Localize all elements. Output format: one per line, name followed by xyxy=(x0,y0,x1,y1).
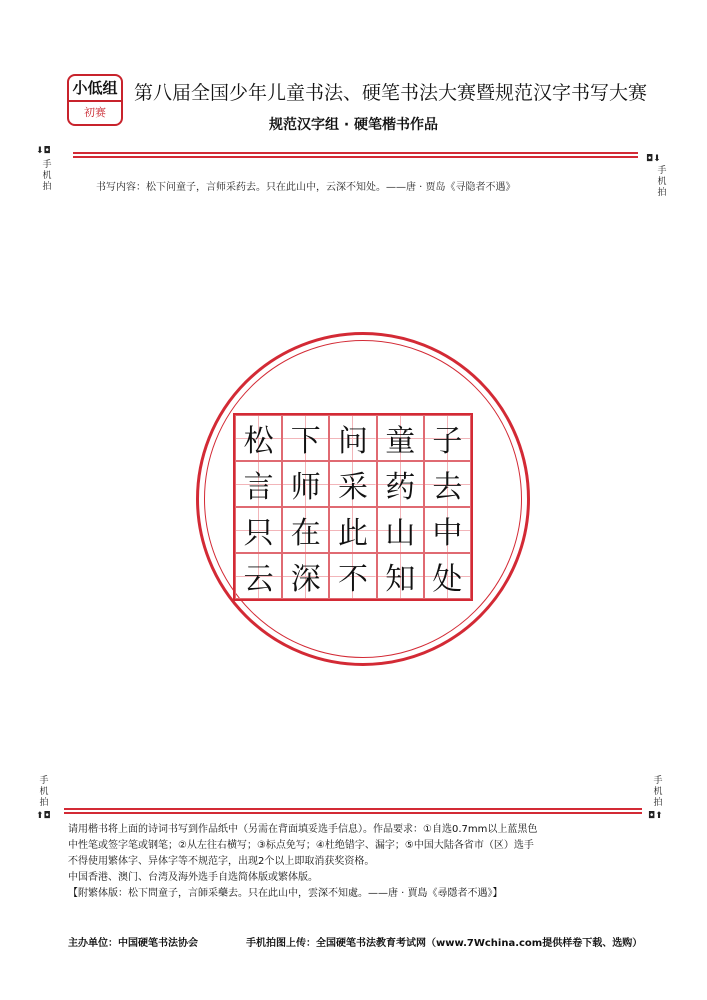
requirement-line: 请用楷书将上面的诗词书写到作品纸中（另需在背面填妥选手信息）。作品要求：①自选0.7mm以上蓝黑色 xyxy=(68,824,538,835)
grid-cell: 此 xyxy=(329,507,376,553)
grid-cell: 在 xyxy=(282,507,329,553)
grid-cell: 言 xyxy=(235,461,282,507)
grid-cell: 采 xyxy=(329,461,376,507)
requirement-line: 不得使用繁体字、异体字等不规范字，出现2个以上即取消获奖资格。 xyxy=(68,856,375,867)
bottom-red-line xyxy=(64,808,642,814)
top-red-line xyxy=(73,152,638,158)
grid-cell: 山 xyxy=(377,507,424,553)
footer-upload: 手机拍图上传：全国硬笔书法教育考试网（www.7Wchina.com提供样卷下载、选购） xyxy=(246,938,643,949)
writing-content: 书写内容：松下问童子，言师采药去。只在此山中，云深不知处。——唐 · 贾岛《寻隐者不遇》 xyxy=(96,182,516,193)
grid-cell: 子 xyxy=(424,415,471,461)
badge-group: 小低组 xyxy=(69,76,121,102)
requirement-line: 中性笔或签字笔或钢笔；②从左往右横写；③标点免写；④杜绝错字、漏字；⑤中国大陆各省市（区）选手 xyxy=(68,840,534,851)
page-subtitle: 规范汉字组 · 硬笔楷书作品 xyxy=(268,117,439,133)
camera-marker-top-left: ⬇◘ xyxy=(36,146,51,156)
camera-marker-bottom-right: ◘⬆ xyxy=(648,811,663,821)
grid-cell: 中 xyxy=(424,507,471,553)
grid-cell: 深 xyxy=(282,553,329,599)
footer-organizer: 主办单位：中国硬笔书法协会 xyxy=(68,938,198,949)
requirement-line: 中国香港、澳门、台湾及海外选手自选简体版或繁体版。 xyxy=(68,872,318,883)
badge-stage: 初赛 xyxy=(84,106,106,119)
requirements-text xyxy=(68,822,640,902)
phone-shoot-label-bottom-left: 手 机 拍 xyxy=(39,776,49,808)
grid-cell: 云 xyxy=(235,553,282,599)
grid-cell: 处 xyxy=(424,553,471,599)
grid-cell: 知 xyxy=(377,553,424,599)
phone-shoot-label-top-left: 手 机 拍 xyxy=(42,160,52,192)
grid-cell: 下 xyxy=(282,415,329,461)
grid-cell: 松 xyxy=(235,415,282,461)
grid-cell: 问 xyxy=(329,415,376,461)
requirement-line: 【附繁体版：松下問童子，言師采藥去。只在此山中，雲深不知處。——唐 · 賈島《尋隱者不遇》】 xyxy=(68,888,503,899)
grid-cell: 童 xyxy=(377,415,424,461)
phone-shoot-label-top-right: 手 机 拍 xyxy=(657,166,667,198)
camera-marker-bottom-left: ⬆◘ xyxy=(36,811,51,821)
phone-shoot-label-bottom-right: 手 机 拍 xyxy=(653,776,663,808)
writing-grid xyxy=(233,413,473,601)
grid-cell: 药 xyxy=(377,461,424,507)
grid-cell: 去 xyxy=(424,461,471,507)
grid-cell: 师 xyxy=(282,461,329,507)
page-title: 第八届全国少年儿童书法、硬笔书法大赛暨规范汉字书写大赛 xyxy=(134,82,648,104)
camera-marker-top-right: ◘⬇ xyxy=(646,154,661,164)
grid-cell: 只 xyxy=(235,507,282,553)
grid-cell: 不 xyxy=(329,553,376,599)
